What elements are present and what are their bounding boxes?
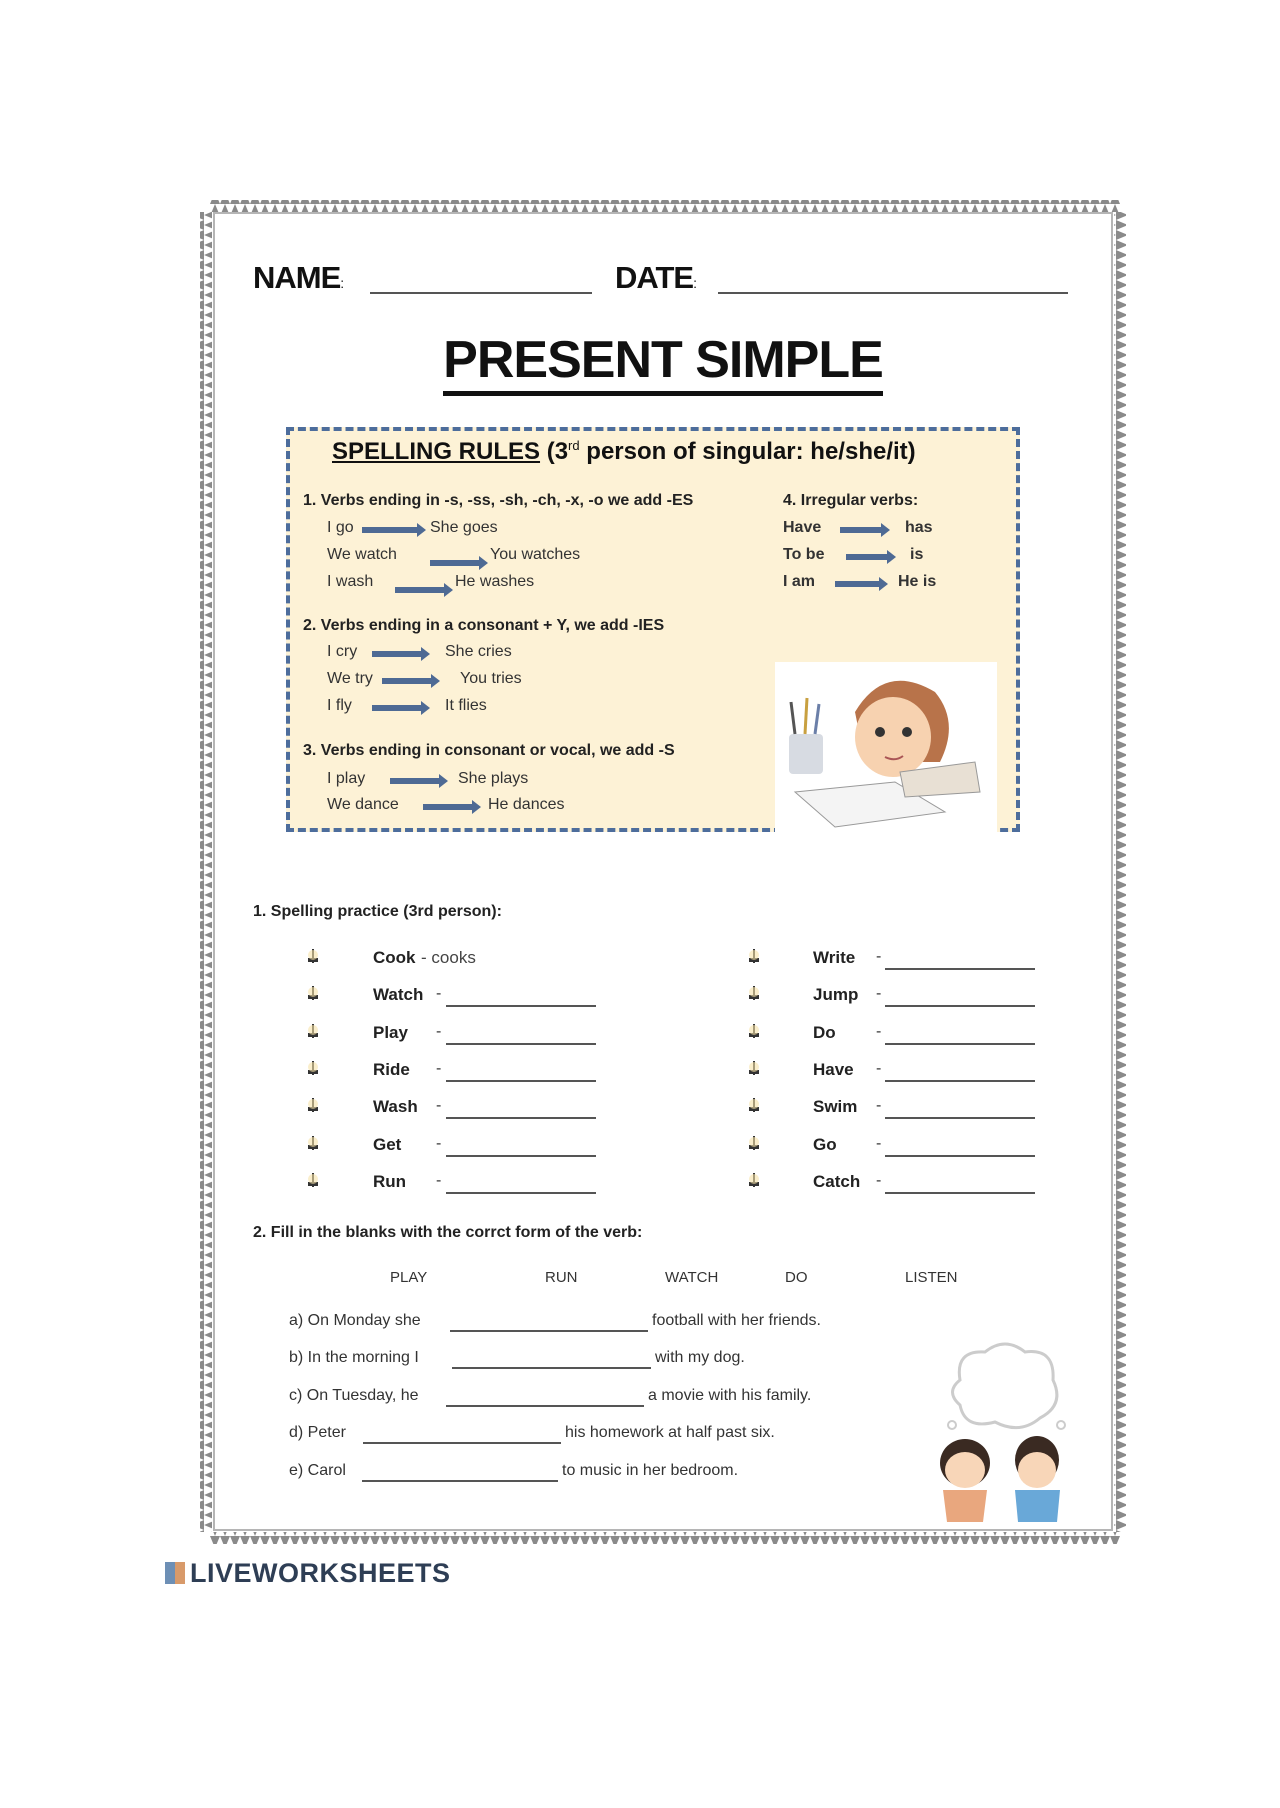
answer-blank-input[interactable]: [446, 1005, 596, 1007]
pushpin-bullet-icon: [307, 1024, 319, 1042]
rule-example-result: has: [905, 519, 933, 536]
fill-blanks-heading: 2. Fill in the blanks with the corrct form of the verb:: [253, 1224, 643, 1241]
rule-example-base: I wash: [327, 573, 374, 590]
arrow-right-icon: [362, 527, 418, 533]
verb-label: Catch: [813, 1172, 861, 1191]
sentence-start: c) On Tuesday, he: [289, 1387, 419, 1404]
answer-blank-input[interactable]: [885, 1117, 1035, 1119]
answer-blank-input[interactable]: [885, 1080, 1035, 1082]
rule-example-result: He washes: [455, 573, 535, 590]
verb-label: Play: [373, 1023, 408, 1042]
verb-label: Get: [373, 1135, 402, 1154]
dash: -: [436, 1135, 442, 1152]
arrow-right-icon: [395, 587, 445, 593]
pushpin-bullet-icon: [748, 1098, 760, 1116]
rule-example-result: is: [910, 546, 924, 563]
sentence-blank-input[interactable]: [452, 1367, 651, 1369]
verb-label: Run: [373, 1172, 407, 1191]
pushpin-bullet-icon: [748, 1173, 760, 1191]
rule-example-base: Have: [783, 519, 822, 536]
sentence-end: football with her friends.: [652, 1312, 821, 1329]
rule-example-base: I play: [327, 770, 366, 787]
rule-example-base: We dance: [327, 796, 399, 813]
sentence-blank-input[interactable]: [362, 1480, 558, 1482]
dash: -: [876, 985, 882, 1002]
pushpin-bullet-icon: [748, 1136, 760, 1154]
dash: -: [876, 1097, 882, 1114]
rule-example-result: It flies: [445, 697, 487, 714]
pushpin-bullet-icon: [307, 986, 319, 1004]
pushpin-bullet-icon: [748, 949, 760, 967]
word-bank-item: WATCH: [665, 1269, 719, 1286]
rule-title: 2. Verbs ending in a consonant + Y, we add -IES: [303, 617, 665, 634]
rule-example-base: We watch: [327, 546, 397, 563]
sentence-start: a) On Monday she: [289, 1312, 421, 1329]
dash: -: [421, 948, 427, 967]
liveworksheets-logo-icon: [165, 1562, 185, 1584]
liveworksheets-logo[interactable]: LIVEWORKSHEETS: [190, 1558, 451, 1588]
rule-title: 4. Irregular verbs:: [783, 492, 919, 509]
answer-text: cooks: [431, 948, 476, 967]
rule-example-result: She cries: [445, 643, 512, 660]
rule-example-base: We try: [327, 670, 373, 687]
answer-blank-input[interactable]: [885, 1192, 1035, 1194]
answer-blank-input[interactable]: [446, 1080, 596, 1082]
pushpin-bullet-icon: [307, 1173, 319, 1191]
rule-example-result: He is: [898, 573, 937, 590]
verb-label: Wash: [373, 1097, 418, 1116]
pushpin-bullet-icon: [748, 986, 760, 1004]
dash: -: [436, 1097, 442, 1114]
dash: -: [876, 1060, 882, 1077]
sentence-end: a movie with his family.: [648, 1387, 812, 1404]
dash: -: [436, 1060, 442, 1077]
sentence-end: with my dog.: [655, 1349, 745, 1366]
verb-label: Go: [813, 1135, 837, 1154]
dash: -: [876, 1135, 882, 1152]
verb-label: Do: [813, 1023, 836, 1042]
sentence-start: e) Carol: [289, 1462, 346, 1479]
arrow-right-icon: [840, 527, 882, 533]
girl-studying-illustration: [775, 662, 997, 832]
dash: -: [876, 1023, 882, 1040]
example-answer: [421, 948, 476, 968]
rule-example-result: You tries: [460, 670, 522, 687]
spelling-practice-heading: 1. Spelling practice (3rd person):: [253, 903, 502, 920]
rule-title: 3. Verbs ending in consonant or vocal, we add -S: [303, 742, 675, 759]
answer-blank-input[interactable]: [446, 1043, 596, 1045]
arrow-right-icon: [390, 778, 440, 784]
rule-example-base: I cry: [327, 643, 358, 660]
answer-blank-input[interactable]: [446, 1192, 596, 1194]
answer-blank-input[interactable]: [885, 1043, 1035, 1045]
pushpin-bullet-icon: [307, 1061, 319, 1079]
answer-blank-input[interactable]: [885, 1155, 1035, 1157]
dash: -: [436, 985, 442, 1002]
pushpin-bullet-icon: [748, 1061, 760, 1079]
verb-label: Jump: [813, 985, 859, 1004]
sentence-start: b) In the morning I: [289, 1349, 419, 1366]
arrow-right-icon: [430, 560, 480, 566]
sentence-end: to music in her bedroom.: [562, 1462, 739, 1479]
answer-blank-input[interactable]: [446, 1155, 596, 1157]
verb-label: Have: [813, 1060, 854, 1079]
sentence-blank-input[interactable]: [450, 1330, 648, 1332]
dash: -: [436, 1023, 442, 1040]
dash: -: [876, 1172, 882, 1189]
rule-example-base: To be: [783, 546, 825, 563]
page-title: PRESENT SIMPLE: [0, 330, 1280, 390]
rule-example-base: I fly: [327, 697, 352, 714]
answer-blank-input[interactable]: [446, 1117, 596, 1119]
sentence-end: his homework at half past six.: [565, 1424, 775, 1441]
word-bank-item: PLAY: [390, 1269, 428, 1286]
sentence-blank-input[interactable]: [446, 1405, 644, 1407]
rule-example-result: He dances: [488, 796, 565, 813]
answer-blank-input[interactable]: [885, 968, 1035, 970]
date-field[interactable]: [718, 292, 1068, 294]
verb-label: Watch: [373, 985, 424, 1004]
sentence-blank-input[interactable]: [363, 1442, 561, 1444]
name-field[interactable]: [370, 292, 592, 294]
verb-label: Write: [813, 948, 856, 967]
arrow-right-icon: [835, 581, 880, 587]
rule-title: 1. Verbs ending in -s, -ss, -sh, -ch, -x, -o we add -ES: [303, 492, 694, 509]
arrow-right-icon: [372, 705, 422, 711]
rule-example-base: I go: [327, 519, 354, 536]
rule-example-result: She goes: [430, 519, 498, 536]
arrow-right-icon: [846, 554, 888, 560]
word-bank-item: RUN: [545, 1269, 578, 1286]
word-bank-item: LISTEN: [905, 1269, 958, 1286]
verb-label: Swim: [813, 1097, 858, 1116]
word-bank-item: DO: [785, 1269, 808, 1286]
verb-label: Cook: [373, 948, 416, 967]
pushpin-bullet-icon: [307, 1136, 319, 1154]
arrow-right-icon: [382, 678, 432, 684]
dash: -: [876, 948, 882, 965]
spelling-rules-heading: SPELLING RULES (3rd person of singular: he/she/it): [332, 438, 916, 465]
pushpin-bullet-icon: [307, 949, 319, 967]
dash: -: [436, 1172, 442, 1189]
name-label: NAME:: [253, 260, 344, 295]
pushpin-bullet-icon: [748, 1024, 760, 1042]
verb-label: Ride: [373, 1060, 410, 1079]
rule-example-base: I am: [783, 573, 816, 590]
arrow-right-icon: [423, 804, 473, 810]
rule-example-result: You watches: [490, 546, 581, 563]
sentence-start: d) Peter: [289, 1424, 346, 1441]
date-label: DATE:: [615, 260, 696, 295]
kids-thinking-illustration: [925, 1340, 1085, 1525]
answer-blank-input[interactable]: [885, 1005, 1035, 1007]
arrow-right-icon: [372, 651, 422, 657]
rule-example-result: She plays: [458, 770, 529, 787]
pushpin-bullet-icon: [307, 1098, 319, 1116]
